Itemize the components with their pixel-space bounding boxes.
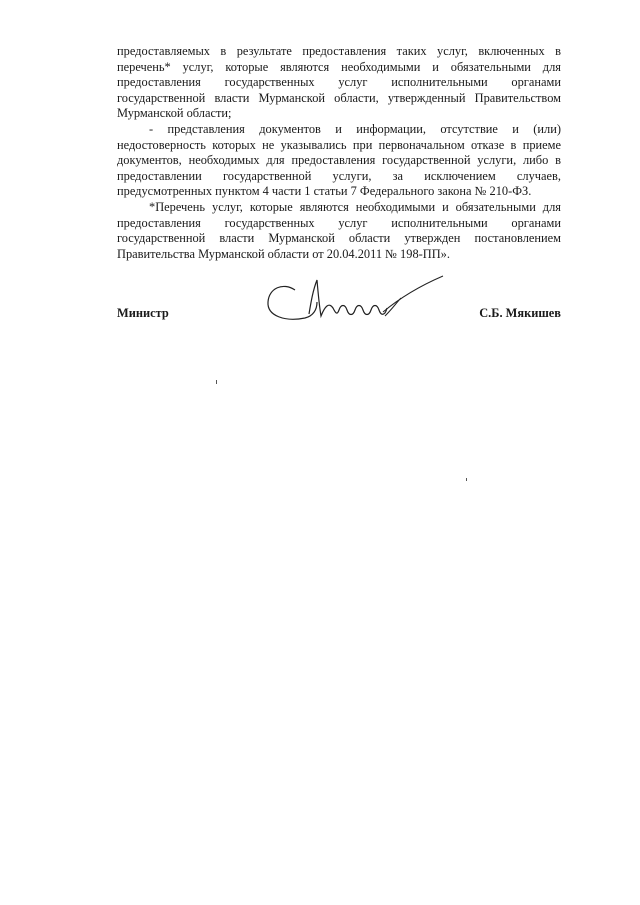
paragraph-3: *Перечень услуг, которые являются необходимыми и обязательными для предоставления государственных услуг исполнительными органами государственной власти Мурманской области утвержден постановлением Правительства Мурманской области от 20.04.2011 № 198-ПП». bbox=[117, 199, 561, 261]
signatory-name: С.Б. Мякишев bbox=[479, 306, 561, 320]
handwritten-signature bbox=[265, 272, 447, 336]
scan-speck bbox=[466, 478, 467, 481]
document-body bbox=[117, 44, 561, 262]
signatory-role: Министр bbox=[117, 306, 169, 320]
signature-block bbox=[117, 294, 561, 344]
scan-speck bbox=[216, 380, 217, 384]
paragraph-1: предоставляемых в результате предоставления таких услуг, включенных в перечень* услуг, которые являются необходимыми и обязательными для предоставления государственных услуг исполнительными органами государственной власти Мурманской области, утвержденный Правительством Мурманской области; bbox=[117, 44, 561, 121]
paragraph-2: - представления документов и информации, отсутствие и (или) недостоверность которых не указывались при первоначальном отказе в приеме документов, необходимых для предоставления государственной услуги, либо в предоставлении государственной услуги, за исключением случаев, предусмотренных пунктом 4 части 1 статьи 7 Федерального закона № 210-ФЗ. bbox=[117, 121, 561, 199]
